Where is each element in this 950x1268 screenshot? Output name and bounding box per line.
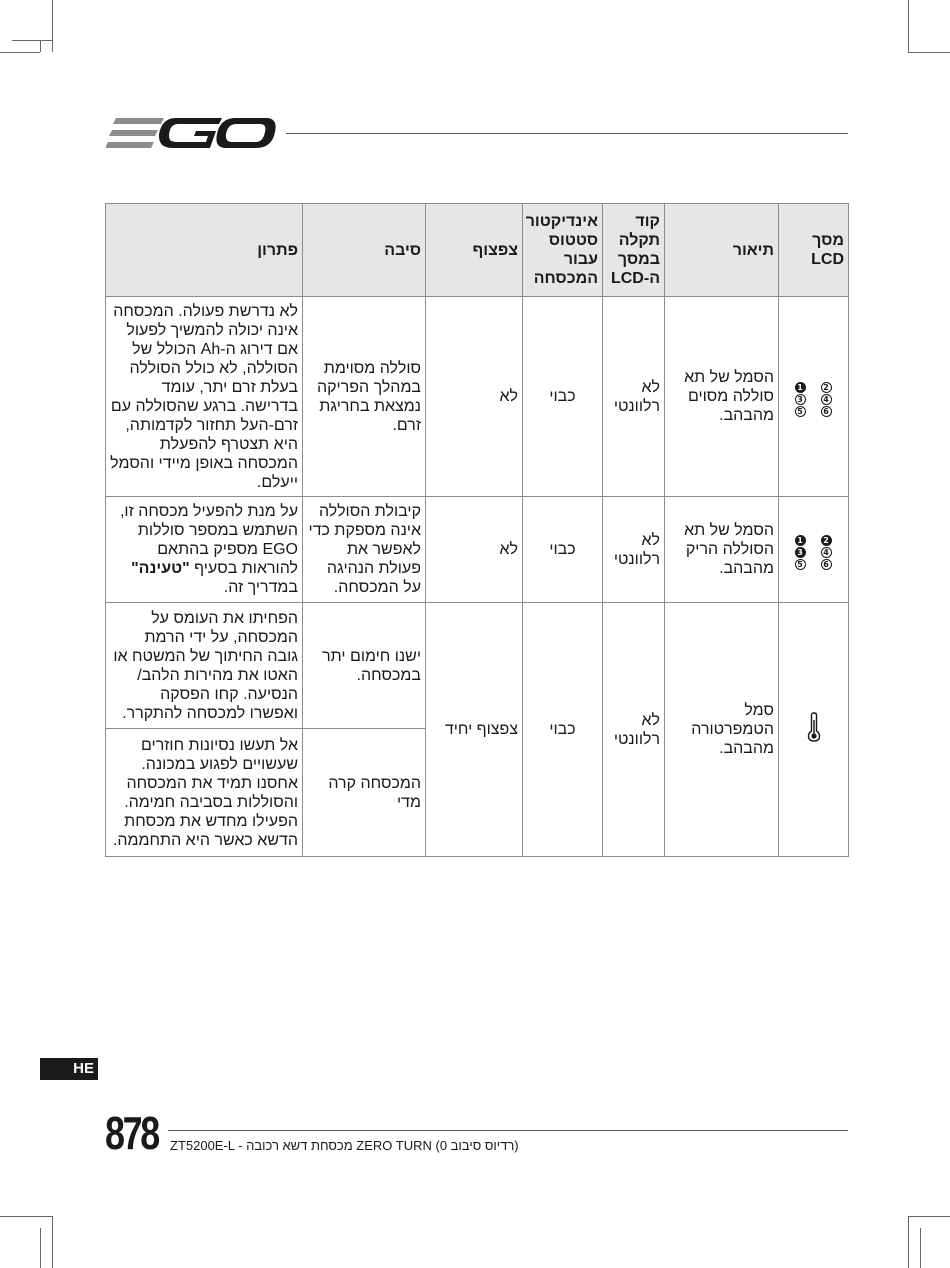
header-status-indicator: אינדיקטור סטטוס עבור המכסחה — [523, 204, 603, 297]
solution-text: על מנת להפעיל מכסחה זו, השתמש במספר סוללות EGO מספיק בהתאם להוראות בסעיף — [119, 503, 298, 577]
description-cell: הסמל של תא סוללה מסוים מהבהב. — [665, 297, 779, 497]
crop-mark — [0, 1216, 52, 1217]
description-cell: הסמל של תא הסוללה הריק מהבהב. — [665, 497, 779, 603]
troubleshooting-table — [105, 203, 849, 857]
table-row — [106, 497, 849, 603]
cause-cell: ישנו חימום יתר במכסחה. — [303, 603, 426, 729]
lcd-icon-cell — [779, 603, 849, 857]
header-cause: סיבה — [303, 204, 426, 297]
header-description: תיאור — [665, 204, 779, 297]
fault-code-cell: לא רלוונטי — [603, 297, 665, 497]
cause-cell: המכסחה קרה מדי — [303, 729, 426, 857]
battery-segment-icon: 5 — [795, 406, 806, 417]
battery-segment-icon: 6 — [821, 406, 832, 417]
crop-mark — [920, 1228, 921, 1268]
footer-rule — [168, 1130, 848, 1131]
battery-segments-icon — [795, 382, 833, 417]
crop-mark — [908, 1216, 950, 1217]
table-header-row — [106, 204, 849, 297]
crop-mark — [0, 52, 40, 53]
crop-mark — [40, 1228, 41, 1268]
solution-cell: אל תעשו נסיונות חוזרים שעשויים לפגוע במכונה. אחסנו תמיד את המכסחה והסוללות בסביבה חמימה. הפעילו מחדש את מכסחת הדשא כאשר היא התחממה. — [106, 729, 303, 857]
solution-cell — [106, 497, 303, 603]
solution-cell: לא נדרשת פעולה. המכסחה אינה יכולה להמשיך לפעול אם דירוג ה-Ah הכולל של הסוללה, לא כולל הסוללה בעלת זרם יתר, עומד בדרישה. ברגע שהסוללה עם זרם-העל תחזור לקדמותה, היא תצטרף להפעלת המכסחה באופן מיידי והסמל ייעלם. — [106, 297, 303, 497]
header-lcd: מסך LCD — [779, 204, 849, 297]
lcd-icon-cell — [779, 497, 849, 603]
battery-segment-icon: 1 — [795, 535, 806, 546]
battery-segment-icon: 5 — [795, 559, 806, 570]
crop-mark — [40, 40, 41, 52]
header-fault-code: קוד תקלה במסך ה-LCD — [603, 204, 665, 297]
battery-segment-icon: 3 — [795, 547, 806, 558]
crop-mark — [908, 52, 950, 53]
table-row — [106, 603, 849, 729]
lcd-icon-cell — [779, 297, 849, 497]
battery-segment-icon: 1 — [795, 382, 806, 393]
status-indicator-cell: כבוי — [523, 497, 603, 603]
ego-logo — [106, 112, 276, 154]
beep-cell: לא — [426, 297, 523, 497]
fault-code-cell: לא רלוונטי — [603, 497, 665, 603]
crop-mark — [52, 1216, 53, 1268]
beep-cell: צפצוף יחיד — [426, 603, 523, 857]
fault-code-cell: לא רלוונטי — [603, 603, 665, 857]
cause-cell: קיבולת הסוללה אינה מספקת כדי לאפשר את פעולת הנהיגה על המכסחה. — [303, 497, 426, 603]
cause-cell: סוללה מסוימת במהלך הפריקה נמצאת בחריגת זרם. — [303, 297, 426, 497]
description-cell: סמל הטמפרטורה מהבהב. — [665, 603, 779, 857]
battery-segment-icon: 4 — [821, 547, 832, 558]
status-indicator-cell: כבוי — [523, 603, 603, 857]
battery-segment-icon: 6 — [821, 559, 832, 570]
language-tab: HE — [40, 1058, 98, 1080]
header-beep: צפצוף — [426, 204, 523, 297]
crop-mark — [12, 40, 52, 41]
table-row — [106, 297, 849, 497]
thermometer-icon — [807, 712, 821, 742]
crop-mark — [908, 1216, 909, 1268]
battery-segment-icon: 4 — [821, 394, 832, 405]
footer-title: ZT5200E-L - מכסחת דשא רכובה ZERO TURN (רדיוס סיבוב 0) — [170, 1138, 519, 1153]
battery-segment-icon: 3 — [795, 394, 806, 405]
crop-mark — [52, 0, 53, 52]
page-number: 878 — [105, 1107, 158, 1159]
status-indicator-cell: כבוי — [523, 297, 603, 497]
header-solution: פתרון — [106, 204, 303, 297]
charging-section-reference: "טעינה" — [131, 560, 190, 577]
crop-mark — [908, 0, 909, 52]
beep-cell: לא — [426, 497, 523, 603]
solution-text: במדריך זה. — [223, 579, 298, 596]
battery-segment-icon: 2 — [821, 535, 832, 546]
solution-cell: הפחיתו את העומס על המכסחה, על ידי הרמת גובה החיתוך של המשטח או האטו את מהירות הלהב/ הנסיעה. קחו הפסקה ואפשרו למכסחה להתקרר. — [106, 603, 303, 729]
battery-segments-icon — [795, 535, 833, 570]
battery-segment-icon: 2 — [821, 382, 832, 393]
header-rule — [286, 133, 848, 134]
